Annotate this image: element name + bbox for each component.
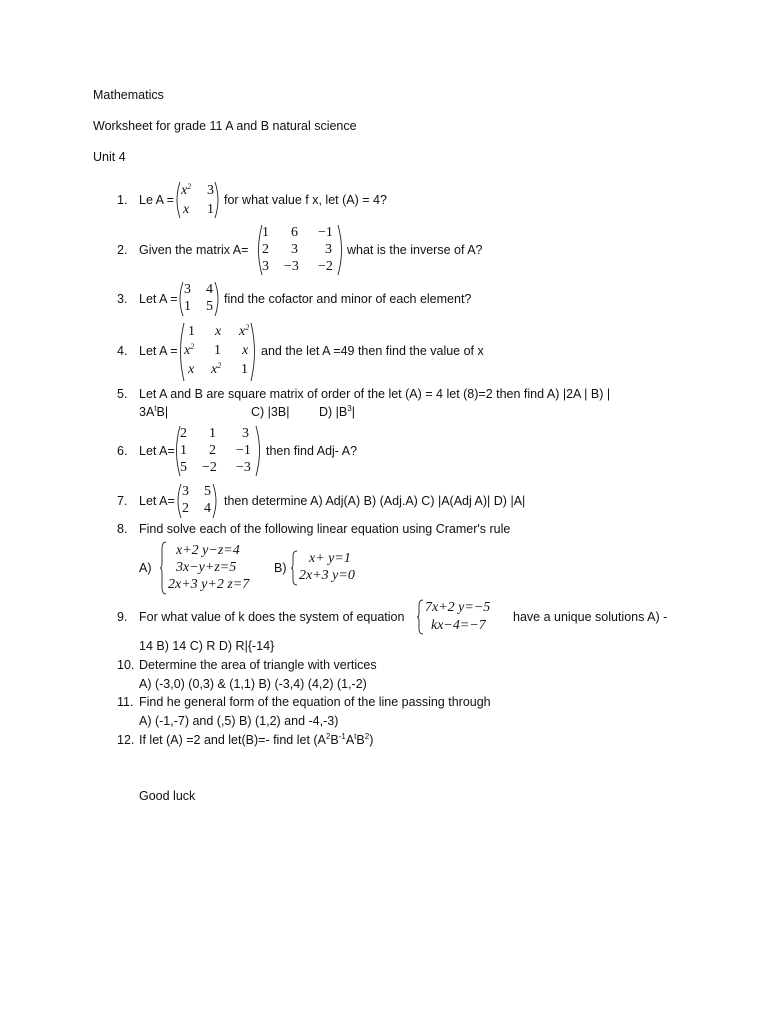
question-prefix: Let A = xyxy=(139,292,178,306)
question-text: For what value of k does the system of equation xyxy=(139,610,405,624)
option-a-label: A) xyxy=(139,561,152,575)
left-brace xyxy=(417,599,425,635)
matrix-cell: 3 xyxy=(242,426,249,441)
left-brace xyxy=(291,550,299,586)
worksheet-title: Worksheet for grade 11 A and B natural science xyxy=(93,119,357,133)
right-paren xyxy=(336,224,346,276)
matrix-cell: 1 xyxy=(241,362,248,377)
matrix-cell: −3 xyxy=(284,259,299,274)
right-paren xyxy=(249,322,259,382)
matrix-cell: 1 xyxy=(184,299,191,314)
matrix-cell: 5 xyxy=(180,460,187,475)
question-text: what is the inverse of A? xyxy=(347,243,483,257)
matrix-cell: 1 xyxy=(180,443,187,458)
matrix-cell: 4 xyxy=(204,501,211,516)
closing-text: Good luck xyxy=(139,789,196,803)
equation: x+ y=1 xyxy=(309,551,351,566)
question-prefix: Given the matrix A= xyxy=(139,243,249,257)
question-number: 4. xyxy=(117,344,128,358)
question-prefix: Let A= xyxy=(139,494,175,508)
question-number: 6. xyxy=(117,444,128,458)
matrix-cell: 3 xyxy=(184,282,191,297)
matrix-cell: −1 xyxy=(318,225,333,240)
question-text: find the cofactor and minor of each element? xyxy=(224,292,472,306)
equation: 2x+3 y=0 xyxy=(299,568,355,583)
matrix-cell: 3 xyxy=(207,183,214,198)
question-prefix: Let A= xyxy=(139,444,175,458)
matrix-cell: $x^2$ xyxy=(181,182,192,198)
question-number: 1. xyxy=(117,193,128,207)
question-number: 8. xyxy=(117,522,128,536)
question-options: A) (-3,0) (0,3) & (1,1) B) (-3,4) (4,2) (1,-2) xyxy=(139,677,367,691)
matrix-cell: x xyxy=(183,202,190,217)
matrix-cell: 1 xyxy=(209,426,216,441)
matrix-cell: 1 xyxy=(207,202,214,217)
right-paren xyxy=(254,425,264,477)
matrix-cell: −1 xyxy=(236,443,251,458)
question-number: 10. xyxy=(117,658,135,672)
equation: 2x+3 y+2 z=7 xyxy=(168,577,250,592)
question-number: 2. xyxy=(117,243,128,257)
equation: 7x+2 y=−5 xyxy=(425,600,491,615)
question-options: 14 B) 14 C) R D) R|{-14} xyxy=(139,639,275,653)
matrix-cell: x xyxy=(242,343,249,358)
matrix-cell: x xyxy=(188,362,195,377)
matrix-cell: 1 xyxy=(214,343,221,358)
option-d: D) $|B^3|$ xyxy=(319,404,355,419)
question-text: Find he general form of the equation of the line passing through xyxy=(139,695,491,709)
question-text: If let (A) =2 and let(B)=- find let $(A^2B^{-1}A^tB^2)$ xyxy=(139,732,374,747)
matrix-cell: 2 xyxy=(262,242,269,257)
matrix-cell: 1 xyxy=(188,324,195,339)
matrix-cell: $x^2$ xyxy=(211,361,222,377)
matrix-cell: −3 xyxy=(236,460,251,475)
matrix-cell: 4 xyxy=(206,282,213,297)
question-text: then determine A) Adj(A) B) (Adj.A) C) |A(Adj A)| D) |A| xyxy=(224,494,526,508)
matrix-cell: 2 xyxy=(182,501,189,516)
right-paren xyxy=(213,181,223,219)
matrix-cell: 6 xyxy=(291,225,298,240)
question-number: 5. xyxy=(117,387,128,401)
question-text-continued: have a unique solutions A) - xyxy=(513,610,668,624)
matrix-cell: 3 xyxy=(291,242,298,257)
matrix-cell: 3 xyxy=(182,484,189,499)
matrix-cell: 5 xyxy=(204,484,211,499)
matrix-cell: 1 xyxy=(262,225,269,240)
question-text: Determine the area of triangle with vertices xyxy=(139,658,377,672)
matrix-cell: x xyxy=(215,324,222,339)
right-paren xyxy=(213,281,223,317)
right-paren xyxy=(211,483,221,519)
question-number: 9. xyxy=(117,610,128,624)
matrix-cell: −2 xyxy=(202,460,217,475)
question-text: then find Adj- A? xyxy=(266,444,358,458)
question-text: Let A and B are square matrix of order of the let (A) = 4 let (8)=2 then find A) |2A | B) | xyxy=(139,387,611,401)
question-number: 11. xyxy=(117,695,134,709)
equation: kx−4=−7 xyxy=(431,618,486,633)
matrix-cell: 2 xyxy=(180,426,187,441)
matrix-cell: 3 xyxy=(325,242,332,257)
question-options: A) (-1,-7) and (,5) B) (1,2) and -4,-3) xyxy=(139,714,339,728)
question-text: and the let A =49 then find the value of x xyxy=(261,344,484,358)
matrix-cell: $x^2$ xyxy=(184,342,195,358)
question-prefix: Let A = xyxy=(139,344,178,358)
matrix-cell: 3 xyxy=(262,259,269,274)
question-number: 7. xyxy=(117,494,128,508)
unit-label: Unit 4 xyxy=(93,150,126,164)
matrix-cell: 5 xyxy=(206,299,213,314)
equation: x+2 y−z=4 xyxy=(176,543,240,558)
left-brace xyxy=(160,541,168,595)
equation: 3x−y+z=5 xyxy=(176,560,237,575)
question-text: for what value f x, let (A) = 4? xyxy=(224,193,387,207)
matrix-cell: 2 xyxy=(209,443,216,458)
question-text-continued: $3A^tB|$ xyxy=(139,404,169,419)
question-prefix: Le A = xyxy=(139,193,175,207)
subject-title: Mathematics xyxy=(93,88,164,102)
matrix-cell: $x^2$ xyxy=(239,323,250,339)
option-c: C) |3B| xyxy=(251,405,290,419)
matrix-cell: −2 xyxy=(318,259,333,274)
question-text: Find solve each of the following linear equation using Cramer's rule xyxy=(139,522,511,536)
question-number: 3. xyxy=(117,292,128,306)
option-b-label: B) xyxy=(274,561,287,575)
question-number: 12. xyxy=(117,733,135,747)
